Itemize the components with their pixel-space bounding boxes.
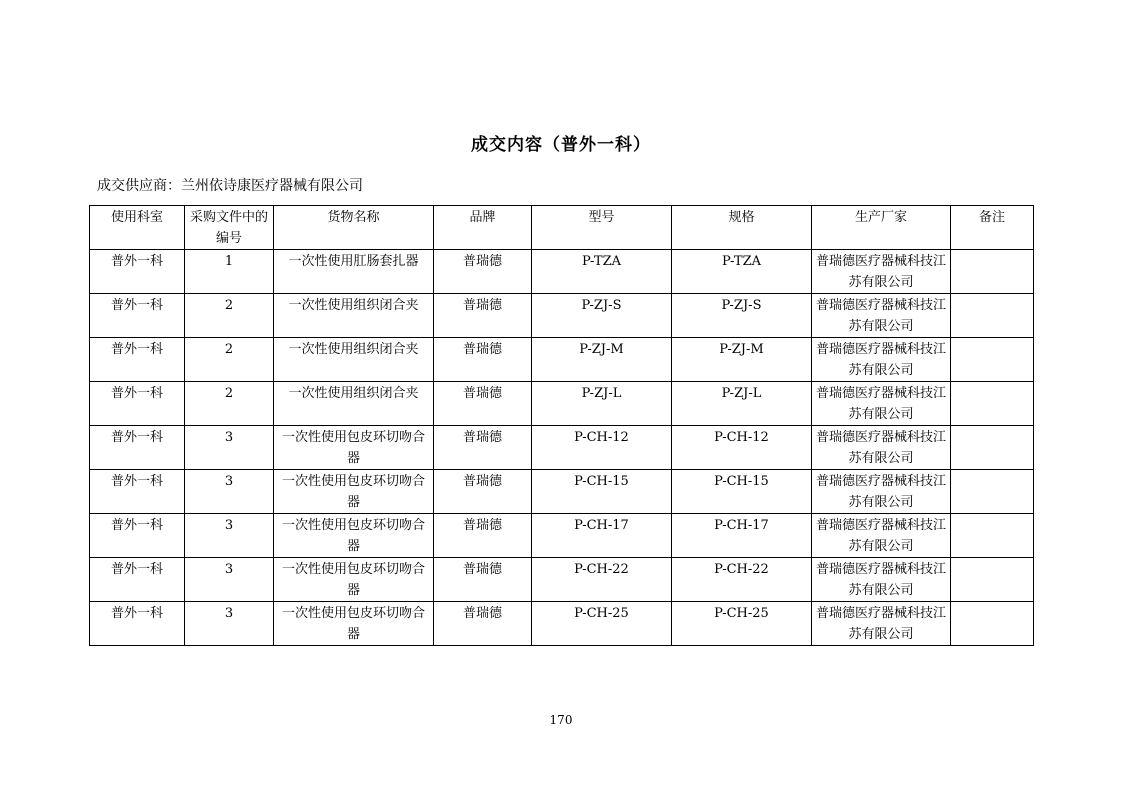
cell-maker: 普瑞德医疗器械科技江苏有限公司: [812, 602, 951, 646]
cell-no: 3: [185, 602, 274, 646]
cell-maker: 普瑞德医疗器械科技江苏有限公司: [812, 338, 951, 382]
cell-name: 一次性使用包皮环切吻合器: [274, 470, 434, 514]
cell-no: 3: [185, 514, 274, 558]
cell-no: 3: [185, 558, 274, 602]
cell-brand: 普瑞德: [434, 558, 532, 602]
cell-dept: 普外一科: [90, 558, 185, 602]
cell-no: 2: [185, 294, 274, 338]
cell-model: P-ZJ-L: [532, 382, 672, 426]
cell-maker: 普瑞德医疗器械科技江苏有限公司: [812, 426, 951, 470]
table-row: [90, 250, 1034, 294]
col-header-dept: 使用科室: [90, 206, 185, 250]
cell-spec: P-CH-15: [672, 470, 812, 514]
cell-model: P-ZJ-S: [532, 294, 672, 338]
cell-spec: P-ZJ-S: [672, 294, 812, 338]
table-row: [90, 338, 1034, 382]
cell-model: P-CH-25: [532, 602, 672, 646]
cell-dept: 普外一科: [90, 426, 185, 470]
table-row: [90, 382, 1034, 426]
cell-brand: 普瑞德: [434, 250, 532, 294]
cell-note: [951, 514, 1034, 558]
cell-spec: P-ZJ-M: [672, 338, 812, 382]
cell-model: P-TZA: [532, 250, 672, 294]
cell-name: 一次性使用包皮环切吻合器: [274, 514, 434, 558]
cell-note: [951, 250, 1034, 294]
cell-brand: 普瑞德: [434, 338, 532, 382]
page-title: 成交内容（普外一科）: [471, 135, 651, 155]
cell-note: [951, 470, 1034, 514]
cell-note: [951, 338, 1034, 382]
cell-model: P-CH-12: [532, 426, 672, 470]
cell-brand: 普瑞德: [434, 382, 532, 426]
cell-maker: 普瑞德医疗器械科技江苏有限公司: [812, 250, 951, 294]
cell-spec: P-ZJ-L: [672, 382, 812, 426]
table-row: [90, 470, 1034, 514]
cell-spec: P-TZA: [672, 250, 812, 294]
cell-name: 一次性使用包皮环切吻合器: [274, 426, 434, 470]
cell-model: P-CH-17: [532, 514, 672, 558]
col-header-model: 型号: [532, 206, 672, 250]
col-header-name: 货物名称: [274, 206, 434, 250]
cell-dept: 普外一科: [90, 250, 185, 294]
table-row: [90, 514, 1034, 558]
cell-maker: 普瑞德医疗器械科技江苏有限公司: [812, 382, 951, 426]
col-header-number: 采购文件中的编号: [185, 206, 274, 250]
cell-model: P-CH-22: [532, 558, 672, 602]
cell-dept: 普外一科: [90, 470, 185, 514]
col-header-maker: 生产厂家: [812, 206, 951, 250]
cell-brand: 普瑞德: [434, 514, 532, 558]
cell-spec: P-CH-17: [672, 514, 812, 558]
cell-maker: 普瑞德医疗器械科技江苏有限公司: [812, 514, 951, 558]
table-row: [90, 558, 1034, 602]
cell-no: 2: [185, 382, 274, 426]
cell-model: P-CH-15: [532, 470, 672, 514]
cell-note: [951, 426, 1034, 470]
table-row: [90, 294, 1034, 338]
table-header-row: [90, 206, 1034, 250]
cell-dept: 普外一科: [90, 602, 185, 646]
cell-brand: 普瑞德: [434, 426, 532, 470]
col-header-note: 备注: [951, 206, 1034, 250]
col-header-spec: 规格: [672, 206, 812, 250]
cell-model: P-ZJ-M: [532, 338, 672, 382]
cell-name: 一次性使用组织闭合夹: [274, 338, 434, 382]
cell-brand: 普瑞德: [434, 470, 532, 514]
cell-dept: 普外一科: [90, 338, 185, 382]
cell-note: [951, 558, 1034, 602]
col-header-brand: 品牌: [434, 206, 532, 250]
cell-spec: P-CH-25: [672, 602, 812, 646]
cell-dept: 普外一科: [90, 514, 185, 558]
cell-maker: 普瑞德医疗器械科技江苏有限公司: [812, 558, 951, 602]
cell-name: 一次性使用包皮环切吻合器: [274, 558, 434, 602]
table-row: [90, 602, 1034, 646]
cell-name: 一次性使用组织闭合夹: [274, 382, 434, 426]
page-number: 170: [549, 713, 573, 727]
cell-no: 3: [185, 426, 274, 470]
cell-note: [951, 602, 1034, 646]
cell-note: [951, 294, 1034, 338]
supplier-line: 成交供应商：兰州依诗康医疗器械有限公司: [97, 178, 363, 194]
cell-maker: 普瑞德医疗器械科技江苏有限公司: [812, 294, 951, 338]
cell-brand: 普瑞德: [434, 294, 532, 338]
cell-brand: 普瑞德: [434, 602, 532, 646]
cell-no: 2: [185, 338, 274, 382]
cell-name: 一次性使用组织闭合夹: [274, 294, 434, 338]
cell-maker: 普瑞德医疗器械科技江苏有限公司: [812, 470, 951, 514]
cell-note: [951, 382, 1034, 426]
cell-no: 3: [185, 470, 274, 514]
award-table: [89, 205, 1034, 646]
cell-name: 一次性使用肛肠套扎器: [274, 250, 434, 294]
cell-name: 一次性使用包皮环切吻合器: [274, 602, 434, 646]
cell-dept: 普外一科: [90, 294, 185, 338]
cell-spec: P-CH-12: [672, 426, 812, 470]
cell-no: 1: [185, 250, 274, 294]
table-row: [90, 426, 1034, 470]
cell-dept: 普外一科: [90, 382, 185, 426]
cell-spec: P-CH-22: [672, 558, 812, 602]
